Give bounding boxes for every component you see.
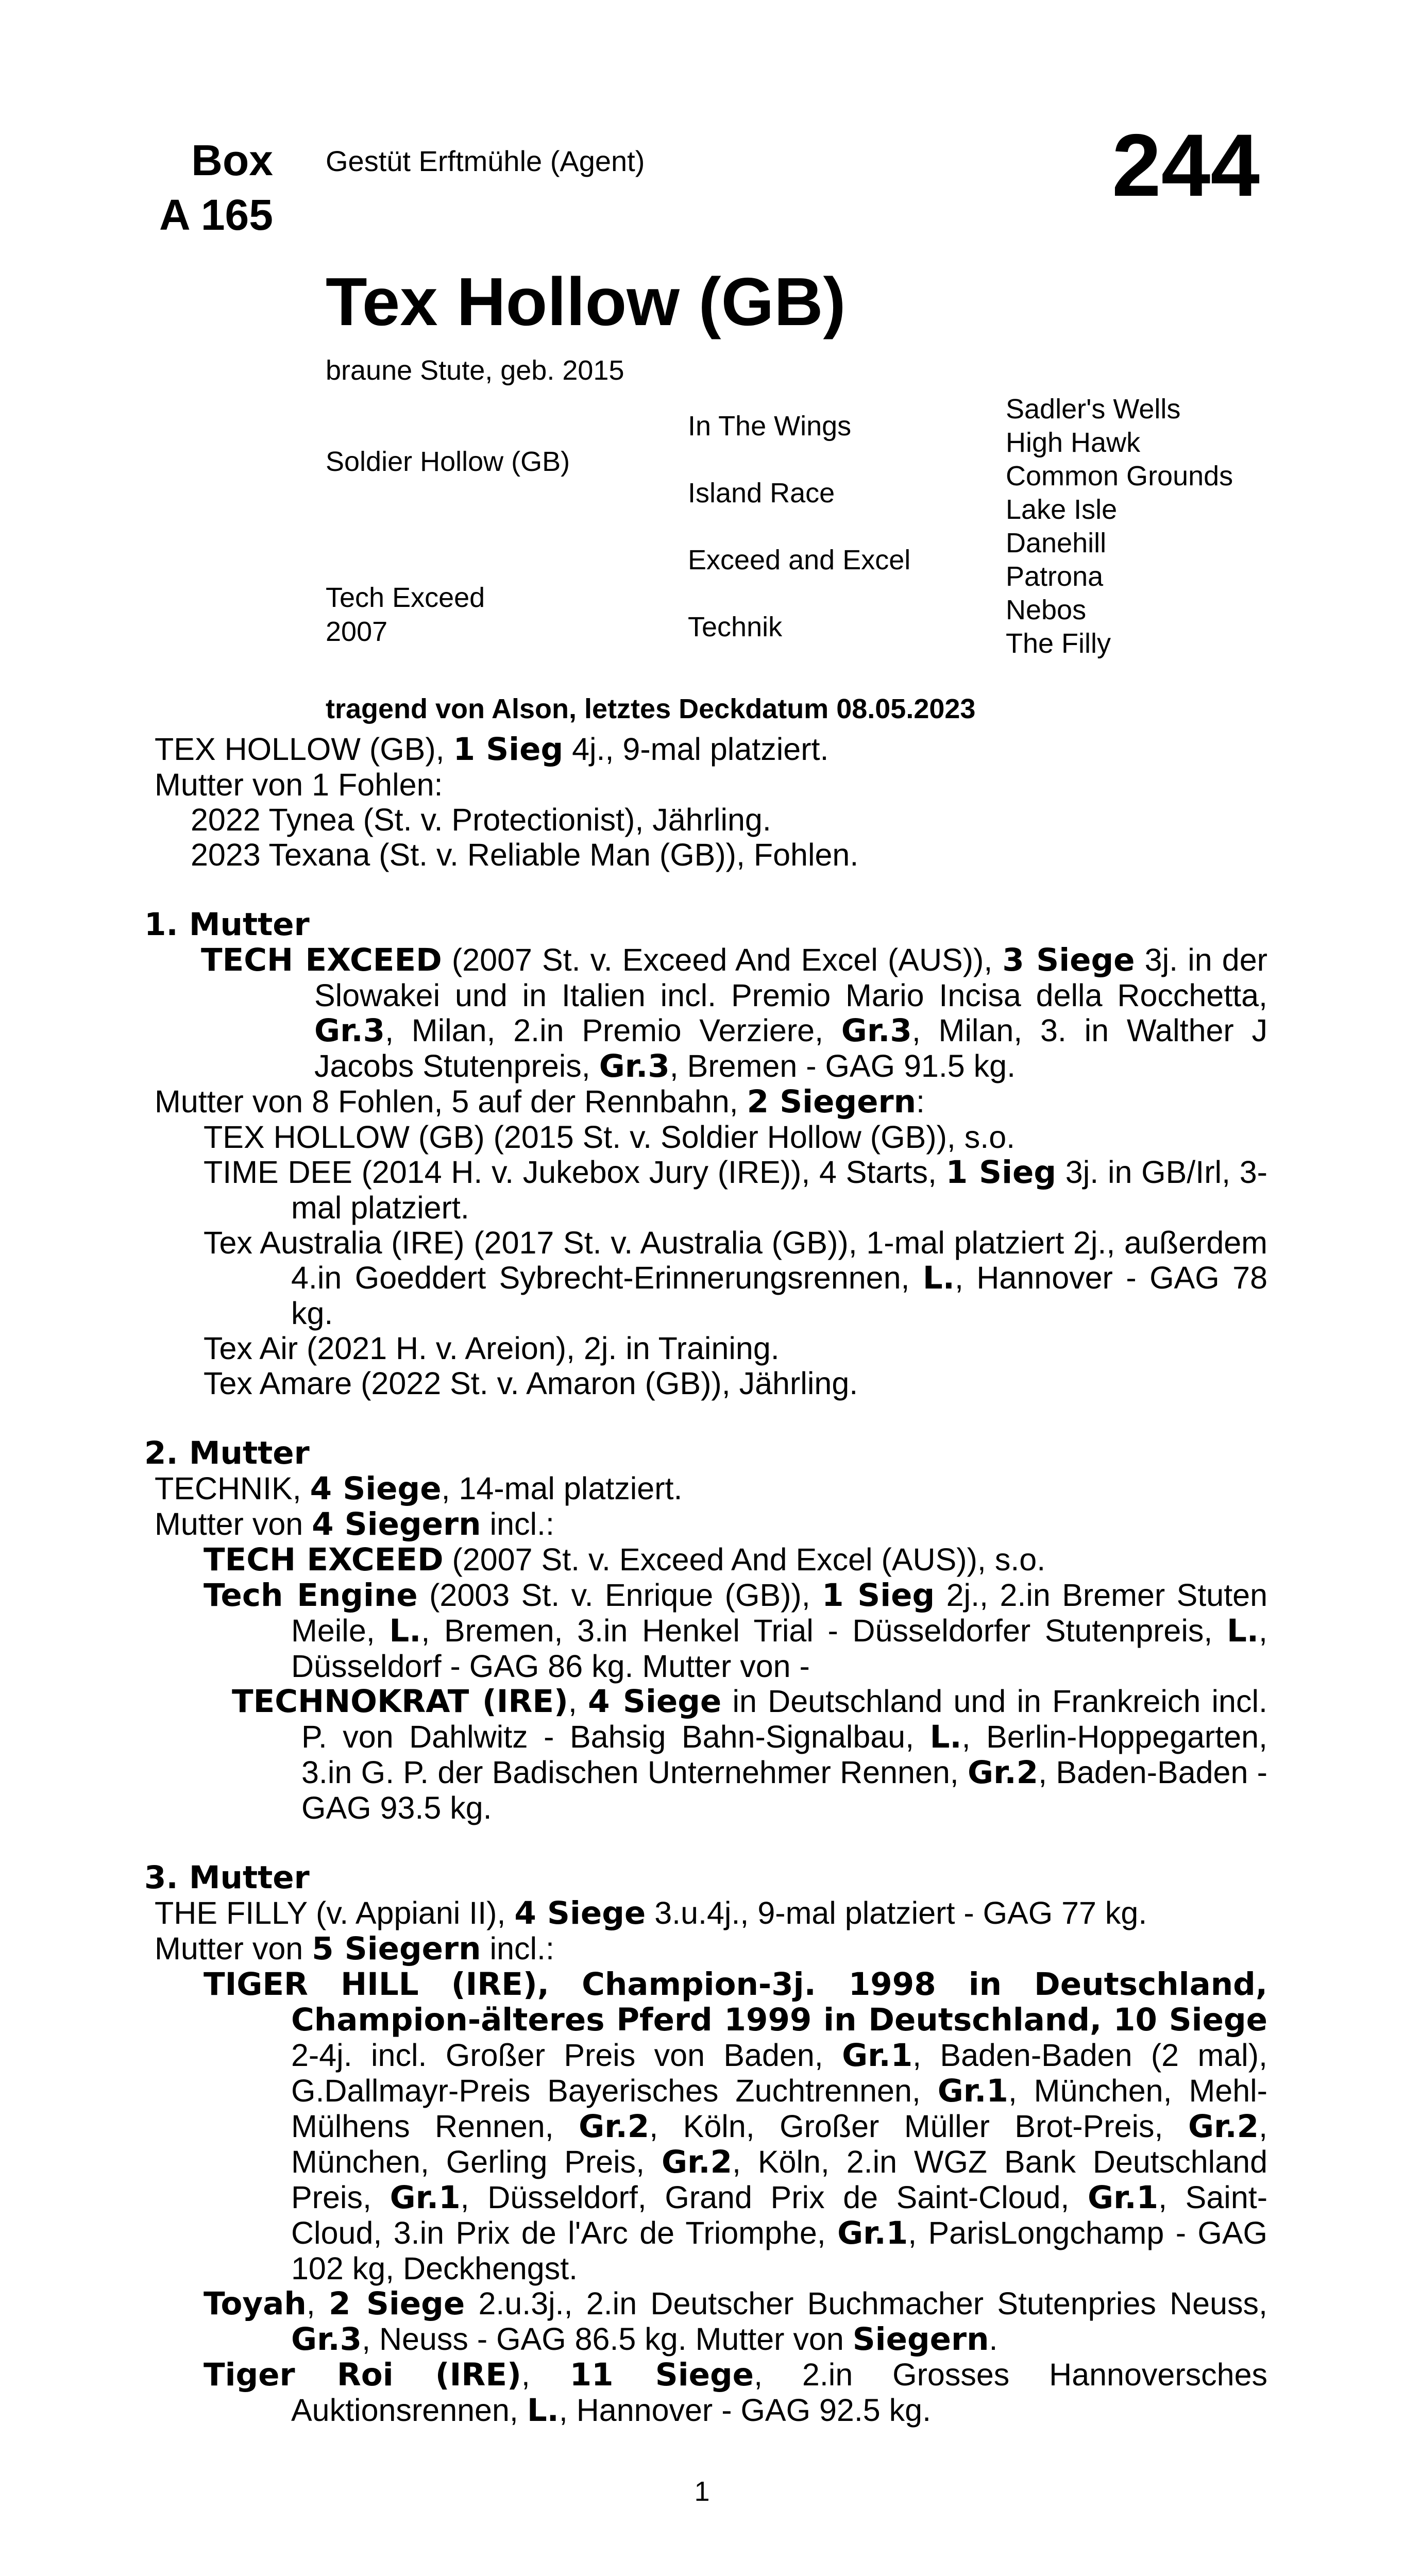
third-dam-heading: 3. Mutter	[144, 1859, 310, 1896]
second-dam-grandfoal: TECHNOKRAT (IRE), 4 Siege in Deutschland und in Frankreich incl. P. von Dahlwitz - Bahsig Bahn-Signalbau, L., Berlin-Hoppegarten, 3.in G. P. der Badischen Unternehmer Rennen, Gr.2, Baden-Baden - GAG 93.5 kg.	[232, 1683, 1267, 1825]
second-dam-foal: Tech Engine (2003 St. v. Enrique (GB)), 1 Sieg 2j., 2.in Bremer Stuten Meile, L., Bremen, 3.in Henkel Trial - Düsseldorfer Stutenpreis, L., Düsseldorf - GAG 86 kg. Mutter von -	[204, 1577, 1268, 1684]
pedigree-dam-dam: Technik	[688, 612, 783, 642]
own-foal-2022: 2022 Tynea (St. v. Protectionist), Jährling.	[191, 802, 771, 837]
pedigree-dam-year: 2007	[326, 616, 388, 647]
third-dam-foal: TIGER HILL (IRE), Champion-3j. 1998 in Deutschland, Champion-älteres Pferd 1999 in Deutschland, 10 Siege 2-4j. incl. Großer Preis von Baden, Gr.1, Baden-Baden (2 mal), G.Dallmayr-Preis Bayerisches Zuchtrennen, Gr.1, München, Mehl-Mülhens Rennen, Gr.2, Köln, Großer Müller Brot-Preis, Gr.2, München, Gerling Preis, Gr.2, Köln, 2.in WGZ Bank Deutschland Preis, Gr.1, Düsseldorf, Grand Prix de Saint-Cloud, Gr.1, Saint-Cloud, 3.in Prix de l'Arc de Triomphe, Gr.1, ParisLongchamp - GAG 102 kg, Deckhengst.	[204, 1966, 1268, 2286]
pedigree-g3-8: The Filly	[1006, 628, 1111, 659]
agent-name: Gestüt Erftmühle (Agent)	[326, 145, 645, 177]
box-label: Box	[191, 136, 273, 184]
own-foals-heading: Mutter von 1 Fohlen:	[155, 767, 443, 802]
second-dam-heading: 2. Mutter	[144, 1435, 310, 1471]
pedigree-sire: Soldier Hollow (GB)	[326, 446, 570, 477]
pedigree-g3-3: Common Grounds	[1006, 461, 1233, 492]
first-dam-foals: Mutter von 8 Fohlen, 5 auf der Rennbahn, 2 Siegern:	[155, 1083, 925, 1120]
second-dam-record: TECHNIK, 4 Siege, 14-mal platziert.	[155, 1470, 683, 1507]
third-dam-record: THE FILLY (v. Appiani II), 4 Siege 3.u.4j., 9-mal platziert - GAG 77 kg.	[155, 1895, 1147, 1931]
first-dam-foal: TIME DEE (2014 H. v. Jukebox Jury (IRE)), 4 Starts, 1 Sieg 3j. in GB/Irl, 3-mal platziert.	[204, 1154, 1267, 1225]
box-value: A 165	[159, 191, 273, 239]
pedigree-g3-5: Danehill	[1006, 528, 1107, 558]
own-foal-2023: 2023 Texana (St. v. Reliable Man (GB)), Fohlen.	[191, 837, 859, 872]
horse-description: braune Stute, geb. 2015	[326, 355, 624, 386]
first-dam-foal: TEX HOLLOW (GB) (2015 St. v. Soldier Hollow (GB)), s.o.	[204, 1120, 1016, 1155]
pedigree-dam: Tech Exceed	[326, 582, 485, 613]
first-dam-foal: Tex Amare (2022 St. v. Amaron (GB)), Jährling.	[204, 1366, 858, 1401]
third-dam-foals: Mutter von 5 Siegern incl.:	[155, 1930, 554, 1967]
first-dam-foal: Tex Australia (IRE) (2017 St. v. Australia (GB)), 1-mal platziert 2j., außerdem 4.in Goeddert Sybrecht-Erinnerungsrennen, L., Hannover - GAG 78 kg.	[204, 1225, 1267, 1331]
third-dam-foal: Toyah, 2 Siege 2.u.3j., 2.in Deutscher Buchmacher Stutenpries Neuss, Gr.3, Neuss - GAG 86.5 kg. Mutter von Siegern.	[204, 2285, 1267, 2358]
second-dam-foal: TECH EXCEED (2007 St. v. Exceed And Excel (AUS)), s.o.	[204, 1541, 1046, 1578]
pedigree-g3-2: High Hawk	[1006, 427, 1141, 458]
horse-name: Tex Hollow (GB)	[326, 264, 846, 340]
own-race-record: TEX HOLLOW (GB), 1 Sieg 4j., 9-mal platziert.	[155, 731, 829, 768]
third-dam-foal: Tiger Roi (IRE), 11 Siege, 2.in Grosses Hannoversches Auktionsrennen, L., Hannover - GAG 92.5 kg.	[204, 2357, 1267, 2429]
first-dam-foal: Tex Air (2021 H. v. Areion), 2j. in Training.	[204, 1331, 780, 1366]
first-dam-record: TECH EXCEED (2007 St. v. Exceed And Excel (AUS)), 3 Siege 3j. in der Slowakei und in Italien incl. Premio Mario Incisa della Rocchetta, Gr.3, Milan, 2.in Premio Verziere, Gr.3, Milan, 3. in Walther J Jacobs Stutenpreis, Gr.3, Bremen - GAG 91.5 kg.	[201, 942, 1267, 1084]
catalog-content	[144, 731, 1268, 2429]
lot-number: 244	[1112, 116, 1260, 215]
pedigree-g3-6: Patrona	[1006, 561, 1104, 592]
pedigree-dam-sire: Exceed and Excel	[688, 545, 911, 575]
pedigree-g3-1: Sadler's Wells	[1006, 394, 1181, 425]
first-dam-heading: 1. Mutter	[144, 906, 310, 943]
pedigree-g3-4: Lake Isle	[1006, 494, 1118, 525]
pregnancy-note: tragend von Alson, letztes Deckdatum 08.05.2023	[326, 693, 976, 724]
page-number: 1	[694, 2476, 710, 2507]
second-dam-foals: Mutter von 4 Siegern incl.:	[155, 1506, 554, 1543]
pedigree-sire-dam: Island Race	[688, 478, 835, 509]
pedigree-g3-7: Nebos	[1006, 595, 1087, 625]
pedigree-sire-sire: In The Wings	[688, 411, 852, 442]
box-number	[139, 133, 273, 242]
